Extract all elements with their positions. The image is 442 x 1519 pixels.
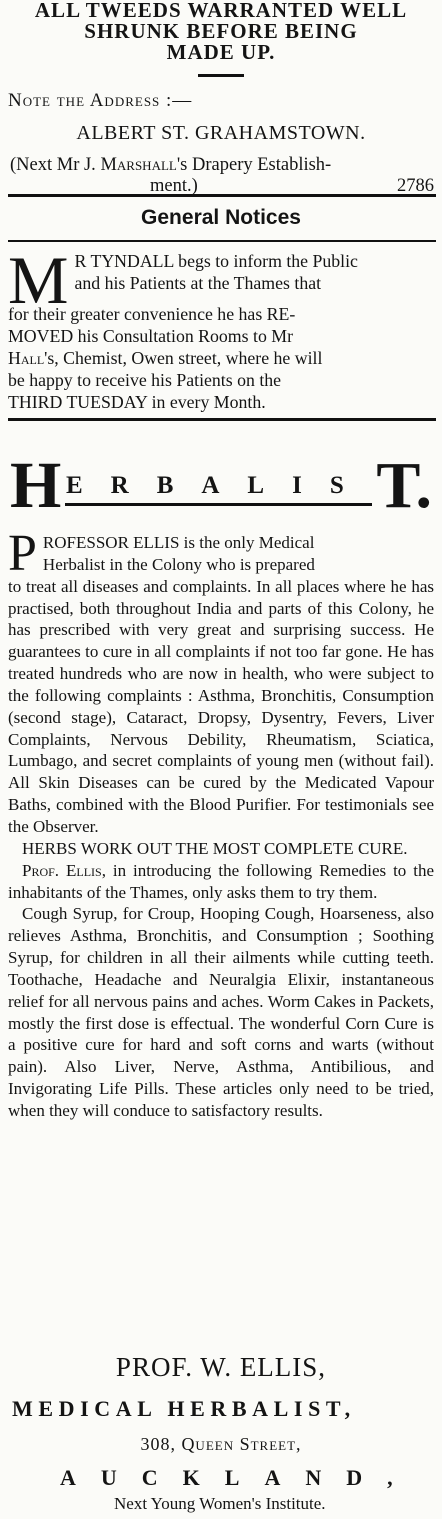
ref-number: 2786 [397,176,434,196]
next-to-prefix: (Next Mr J. [10,155,101,175]
tyndall-line-6: be happy to receive his Patients on the [8,370,282,390]
banner-big-h: H [10,449,62,522]
city-name: AUCKLAND, [60,1465,418,1490]
tyndall-line-5-text: 's, Chemist, Owen street, where he will [44,348,323,368]
section-divider [8,194,436,197]
banner-middle-letters: ERBALIS [65,471,372,506]
intro-line-2: Herbalist in the Colony who is prepared [42,554,315,574]
paragraph-3 [8,860,434,904]
tyndall-notice [0,242,442,413]
tweeds-line-3: MADE UP. [166,40,276,64]
herbalist-banner [0,449,442,522]
tyndall-line-7: THIRD TUESDAY in every Month. [8,392,266,412]
tweeds-line-1: ALL TWEEDS WARRANTED WELL [34,0,408,22]
paragraph-2: HERBS WORK OUT THE MOST COMPLETE CURE. [22,838,408,858]
next-to-name: Marshall [100,155,177,175]
next-to-end: ment.) [150,176,198,196]
tyndall-line-3: for their greater convenience he has RE- [8,304,296,324]
signature-title: MEDICAL HERBALIST, [12,1396,356,1421]
street-number: 308, [140,1434,182,1454]
intro-lines [8,525,434,582]
paragraph-3-text: , in introducing the following Remedies to the inhabitants of the Thames, only asks them to try them. [8,860,434,902]
tyndall-line-1: R TYNDALL begs to inform the Public [74,251,358,271]
paragraph-4: Cough Syrup, for Croup, Hooping Cough, Hoarseness, also relieves Asthma, Bronchitis, and Consumption ; Soothing Syrup, for children in all their ailments while cutting teeth. Toothache, Headache and Neuralgia Elixir, instantaneous relief for all nervous pains and aches. Worm Cakes in Packets, mostly the first dose is effectual. The wonderful Corn Cure is a positive cure for hard and soft corns and warts (without pain). Also Liver, Nerve, Asthma, Antibilious, and Invigorating Life Pills. These articles only need to be tried, when they will conduce to satisfactory results. [8,904,434,1120]
general-notices-heading: General Notices [141,206,301,229]
tyndall-line-5 [8,347,434,369]
street-name: Queen Street, [181,1434,302,1454]
address-line: ALBERT ST. GRAHAMSTOWN. [76,122,366,144]
short-divider [198,74,244,77]
address-next-to [0,155,442,197]
note-address-label: Note the Address :— [8,90,193,111]
herbalist-body [0,525,442,1122]
tyndall-line-4: MOVED his Consultation Rooms to Mr [8,326,294,346]
street-address [0,1434,442,1455]
intro-line-1: ROFESSOR ELLIS is the only Medical [42,533,315,552]
banner-big-t: T. [376,449,432,522]
hall-name: Hall [8,348,45,368]
drop-cap-m: M [8,242,69,318]
signature-name: PROF. W. ELLIS, [115,1352,327,1382]
prof-ellis-name: Prof. Ellis [22,860,102,880]
section-divider-2 [8,418,436,421]
heading-divider [8,240,436,242]
next-to-institute: Next Young Women's Institute. [114,1494,326,1513]
paragraph-1: to treat all diseases and complaints. In all places where he has practised, both throughout India and parts of this Colony, he has prescribed with very great and surprising success. He guarantees to cure in all complaints if not too far gone. He has treated hundreds who are now in health, who were subject to the following complaints : Asthma, Bronchitis, Consumption (second stage), Cataract, Dropsy, Dysentry, Fevers, Liver Complaints, Nervous Debility, Rheumatism, Sciatica, Lumbago, and secret complaints of young men (without fail). All Skin Diseases can be cured by the Medicated Vapour Baths, combined with the Blood Purifier. For testimonials see the Observer. [8,576,434,836]
tweeds-line-2: SHRUNK BEFORE BEING [84,19,358,43]
drop-cap-p: P [8,525,37,582]
next-to-rest: 's Drapery Establish- [176,155,332,175]
tweeds-notice [0,0,442,63]
tyndall-line-2: and his Patients at the Thames that [74,273,322,293]
